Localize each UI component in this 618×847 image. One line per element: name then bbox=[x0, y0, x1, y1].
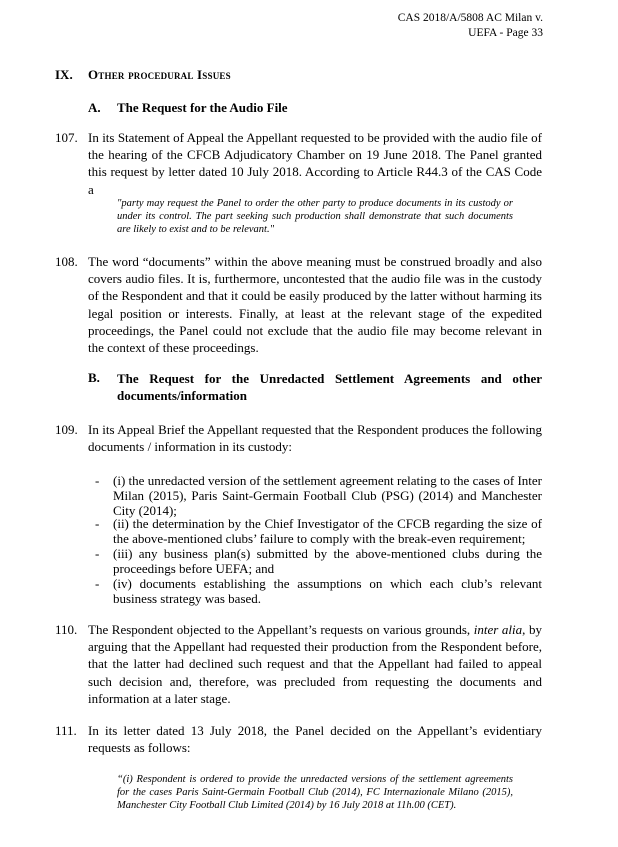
subsection-b-title-line2: documents/information bbox=[117, 388, 247, 403]
bullet-item: (i) the unredacted version of the settlement agreement relating to the cases of Inter Milan (2015), Paris Saint-Germain Football Club (PSG) (2014) and Manchester City (2014); bbox=[113, 473, 542, 519]
paragraph-110-text-italic: inter alia bbox=[473, 622, 523, 637]
header-case-line: CAS 2018/A/5808 AC Milan v. bbox=[397, 12, 543, 24]
section-number: IX. bbox=[55, 67, 73, 82]
subsection-a-title: The Request for the Audio File bbox=[117, 100, 288, 115]
paragraph-107-quote: "party may request the Panel to order the other party to produce documents in its custody or under its control. The part seeking such production shall demonstrate that such documents are likely to exist and to be relevant." bbox=[117, 198, 513, 236]
paragraph-110-text-end: , by arguing that the Appellant had requested their production from the Respondent before, that the latter had declined such request and that the Appellant had failed to appeal such decision and, therefore, was precluded from requesting the documents and information at a later stage. bbox=[88, 622, 542, 706]
page-header bbox=[398, 11, 543, 41]
subsection-a-letter: A. bbox=[88, 100, 101, 115]
bullet-item: (iv) documents establishing the assumptions on which each club’s relevant business strategy was based. bbox=[113, 576, 542, 607]
bullet-marker: - bbox=[95, 516, 100, 531]
subsection-b-title-line1: The Request for the Unredacted Settlement Agreements and other bbox=[117, 371, 542, 386]
paragraph-111-text: In its letter dated 13 July 2018, the Panel decided on the Appellant’s evidentiary requests as follows: bbox=[88, 723, 542, 756]
header-page-line: UEFA - Page 33 bbox=[468, 27, 543, 39]
paragraph-110-text bbox=[88, 621, 542, 707]
paragraph-110-text-start: The Respondent objected to the Appellant’s requests on various grounds, bbox=[88, 622, 474, 637]
bullet-item: (iii) any business plan(s) submitted by the above-mentioned clubs during the proceedings before UEFA; and bbox=[113, 546, 542, 577]
paragraph-number-107: 107. bbox=[55, 130, 78, 145]
paragraph-number-108: 108. bbox=[55, 254, 78, 269]
bullet-marker: - bbox=[95, 576, 100, 591]
paragraph-107-text: In its Statement of Appeal the Appellant requested to be provided with the audio file of the hearing of the CFCB Adjudicatory Chamber on 19 June 2018. The Panel granted this request by letter dated 10 July 2018. According to Article R44.3 of the CAS Code a bbox=[88, 130, 542, 197]
paragraph-number-110: 110. bbox=[55, 622, 78, 637]
bullet-item: (ii) the determination by the Chief Investigator of the CFCB regarding the size of the above-mentioned clubs’ failure to comply with the break-even requirement; bbox=[113, 516, 542, 547]
paragraph-number-109: 109. bbox=[55, 422, 78, 437]
section-title: Other procedural Issues bbox=[88, 67, 231, 82]
bullet-marker: - bbox=[95, 473, 100, 488]
paragraph-111-quote: “(i) Respondent is ordered to provide the unredacted versions of the settlement agreements for the cases Paris Saint-Germain Football Club (2014), FC Internazionale Milano (2015), Manchester City Football Club Limited (2014) by 16 July 2018 at 11h.00 (CET). bbox=[117, 774, 513, 812]
bullet-marker: - bbox=[95, 546, 100, 561]
subsection-b-letter: B. bbox=[88, 370, 100, 385]
paragraph-109-text: In its Appeal Brief the Appellant requested that the Respondent produces the following documents / information in its custody: bbox=[88, 422, 542, 455]
paragraph-108-text: The word “documents” within the above meaning must be construed broadly and also covers audio files. It is, furthermore, uncontested that the audio file was in the custody of the Respondent and that it could be easily produced by the latter without harming its legal position or interests. Finally, at least at the relevant stage of the expedited proceedings, the Panel could not exclude that the audio file may become relevant in the context of these proceedings. bbox=[88, 254, 542, 356]
paragraph-number-111: 111. bbox=[55, 723, 77, 738]
subsection-b-title bbox=[117, 370, 542, 404]
